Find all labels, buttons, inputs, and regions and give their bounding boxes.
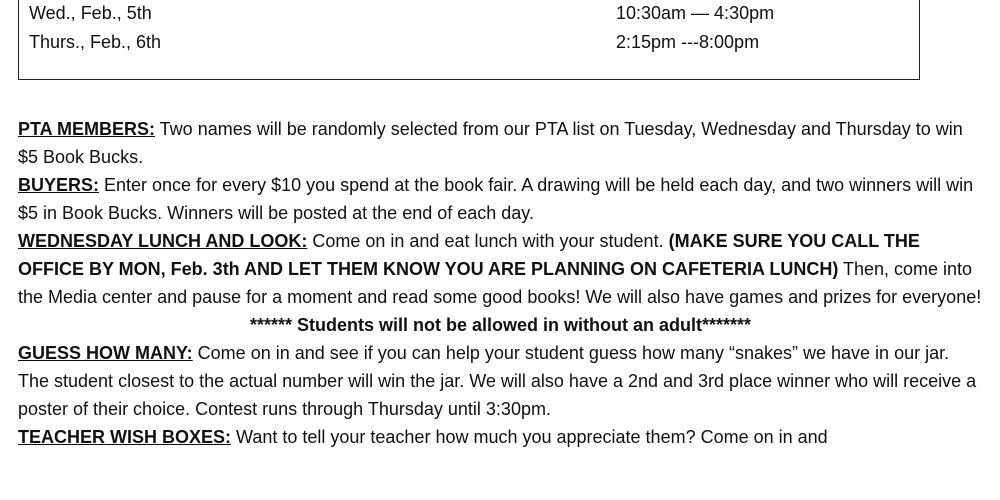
schedule-box: [18, 0, 920, 80]
schedule-day-thurs: Thurs., Feb., 6th: [29, 32, 162, 52]
lunch-bold-notice: (MAKE SURE YOU CALL THE OFFICE BY MON, Feb. 3th AND LET THEM KNOW YOU ARE PLANNING ON CAFETERIA LUNCH): [18, 231, 920, 279]
announcement-body: [18, 115, 983, 451]
pta-members-label: PTA MEMBERS:: [18, 119, 155, 139]
teacher-wish-paragraph: [18, 423, 983, 451]
lunch-label: WEDNESDAY LUNCH AND LOOK:: [18, 231, 308, 251]
adult-required-notice: ****** Students will not be allowed in without an adult*******: [249, 315, 752, 335]
guess-how-many-paragraph: [18, 339, 983, 423]
buyers-text: Enter once for every $10 you spend at the book fair. A drawing will be held each day, and two winners will win $5 in Book Bucks. Winners will be posted at the end of each day.: [18, 175, 974, 223]
schedule-time-thurs: 2:15pm ---8:00pm: [616, 32, 760, 52]
pta-members-paragraph: [18, 115, 983, 171]
pta-members-text: Two names will be randomly selected from our PTA list on Tuesday, Wednesday and Thursday to win $5 Book Bucks.: [18, 119, 963, 167]
lunch-text-before: Come on in and eat lunch with your student.: [307, 231, 669, 251]
teacher-wish-text: Want to tell your teacher how much you appreciate them? Come on in and: [231, 427, 828, 447]
guess-how-many-text: Come on in and see if you can help your student guess how many “snakes” we have in our jar. The student closest to the actual number will win the jar. We will also have a 2nd and 3rd place winner who will receive a poster of their choice. Contest runs through Thursday until 3:30pm.: [18, 343, 977, 419]
buyers-paragraph: [18, 171, 983, 227]
lunch-paragraph: [18, 227, 983, 311]
guess-how-many-label: GUESS HOW MANY:: [18, 343, 193, 363]
buyers-label: BUYERS:: [18, 175, 100, 195]
schedule-time-wed: 10:30am — 4:30pm: [616, 3, 775, 23]
teacher-wish-label: TEACHER WISH BOXES:: [18, 427, 232, 447]
schedule-day-wed: Wed., Feb., 5th: [29, 3, 152, 23]
lunch-text-after: Then, come into the Media center and pause for a moment and read some good books! We will also have games and prizes for everyone!: [18, 259, 982, 307]
